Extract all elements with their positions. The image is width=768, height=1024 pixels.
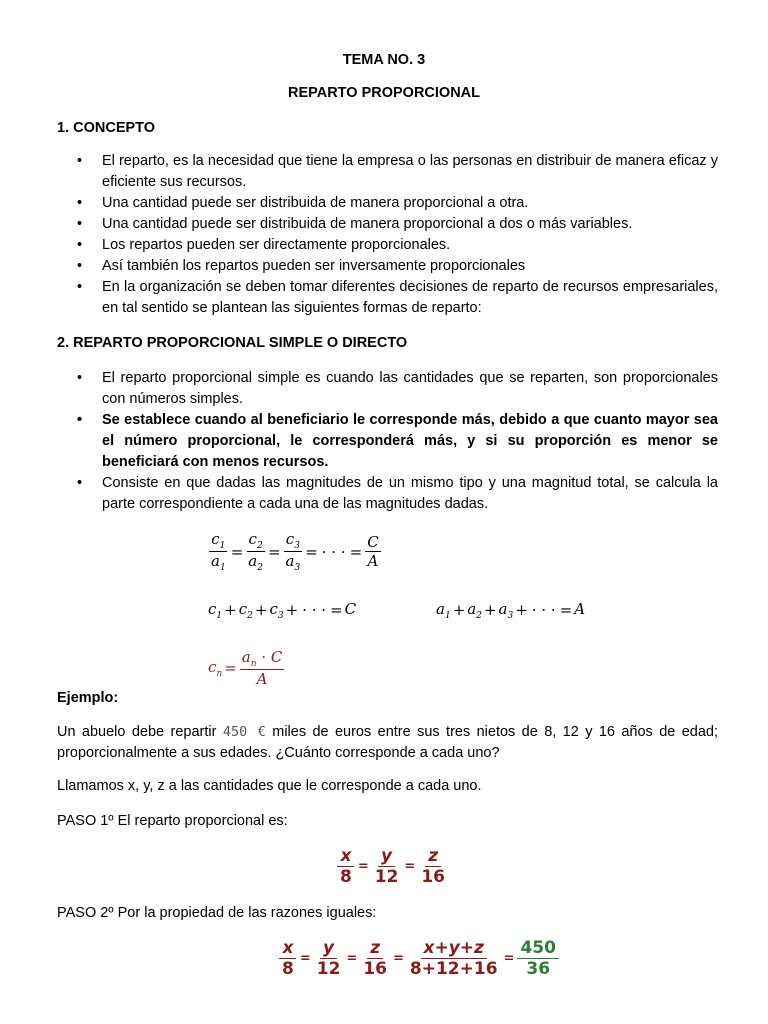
section-heading-concepto: 1. CONCEPTO — [57, 120, 156, 136]
list-item: • Se establece cuando al beneficiario le corresponde más, debido a que cuanto mayor sea el número proporcional, le corresponderá más, y si su proporción es menor se beneficiará con menos recursos. — [57, 410, 718, 473]
list-item: • El reparto, es la necesidad que tiene la empresa o las personas en distribuir de manera eficaz y eficiente sus recursos. — [57, 151, 718, 193]
cn-formula: $c_n$ = $\frac{a_n \cdot C}{A}$ — [208, 648, 283, 688]
list-item: • Los repartos pueden ser directamente proporcionales. — [57, 235, 718, 256]
proportion-formula: $\frac{c_1}{a_1}$ = $\frac{c_2}{a_2}$ = $\frac{c_3}{a_3}$ = · · · = $\frac{C}{A}$ — [211, 530, 379, 573]
example-paragraph: Un abuelo debe repartir 450 € miles de euros entre sus tres nietos de 8, 12 y 16 años de edad; proporcionalmente a sus edades. ¿Cuánto corresponde a cada uno? — [57, 724, 718, 761]
sum-a-formula: $a_1 + a_2 + a_3$ + · · · = A — [436, 600, 586, 621]
list-item: • Así también los repartos pueden ser inversamente proporcionales — [57, 256, 718, 277]
proportion-example-formula: $\frac{x}{8}$ = $\frac{y}{12}$ = $\frac{z}{16}$ — [336, 846, 449, 887]
reparto-simple-list — [57, 368, 718, 515]
list-item: • Una cantidad puede ser distribuida de manera proporcional a dos o más variables. — [57, 214, 718, 235]
equal-ratios-formula: $\frac{x}{8}$ = $\frac{y}{12}$ = $\frac{z}{16}$ = $\frac{x+y+z}{8+12+16}$ = $\frac{450}{36}$ — [278, 938, 560, 979]
page-title: TEMA NO. 3 — [342, 52, 426, 68]
list-item: • En la organización se deben tomar diferentes decisiones de reparto de recursos empresariales, en tal sentido se plantean las siguientes formas de reparto: — [57, 277, 718, 319]
section-heading-reparto-simple: 2. REPARTO PROPORCIONAL SIMPLE O DIRECTO — [57, 335, 408, 351]
paso2-text: PASO 2º Por la propiedad de las razones iguales: — [57, 905, 377, 921]
amount-value: 450 € — [222, 724, 266, 740]
paso1-text: PASO 1º El reparto proporcional es: — [57, 813, 288, 829]
page-subtitle: REPARTO PROPORCIONAL — [287, 85, 480, 101]
concepto-list — [57, 151, 718, 319]
example-heading: Ejemplo: — [57, 690, 119, 706]
list-item: • Una cantidad puede ser distribuida de manera proporcional a otra. — [57, 193, 718, 214]
list-item: • El reparto proporcional simple es cuando las cantidades que se reparten, son proporcionales con números simples. — [57, 368, 718, 410]
list-item: • Consiste en que dadas las magnitudes de un mismo tipo y una magnitud total, se calcula la parte correspondiente a cada una de las magnitudes dadas. — [57, 473, 718, 515]
variables-paragraph: Llamamos x, y, z a las cantidades que le corresponde a cada uno. — [57, 778, 482, 794]
sum-c-formula: $c_1 + c_2 + c_3$ + · · · = C — [208, 600, 357, 621]
